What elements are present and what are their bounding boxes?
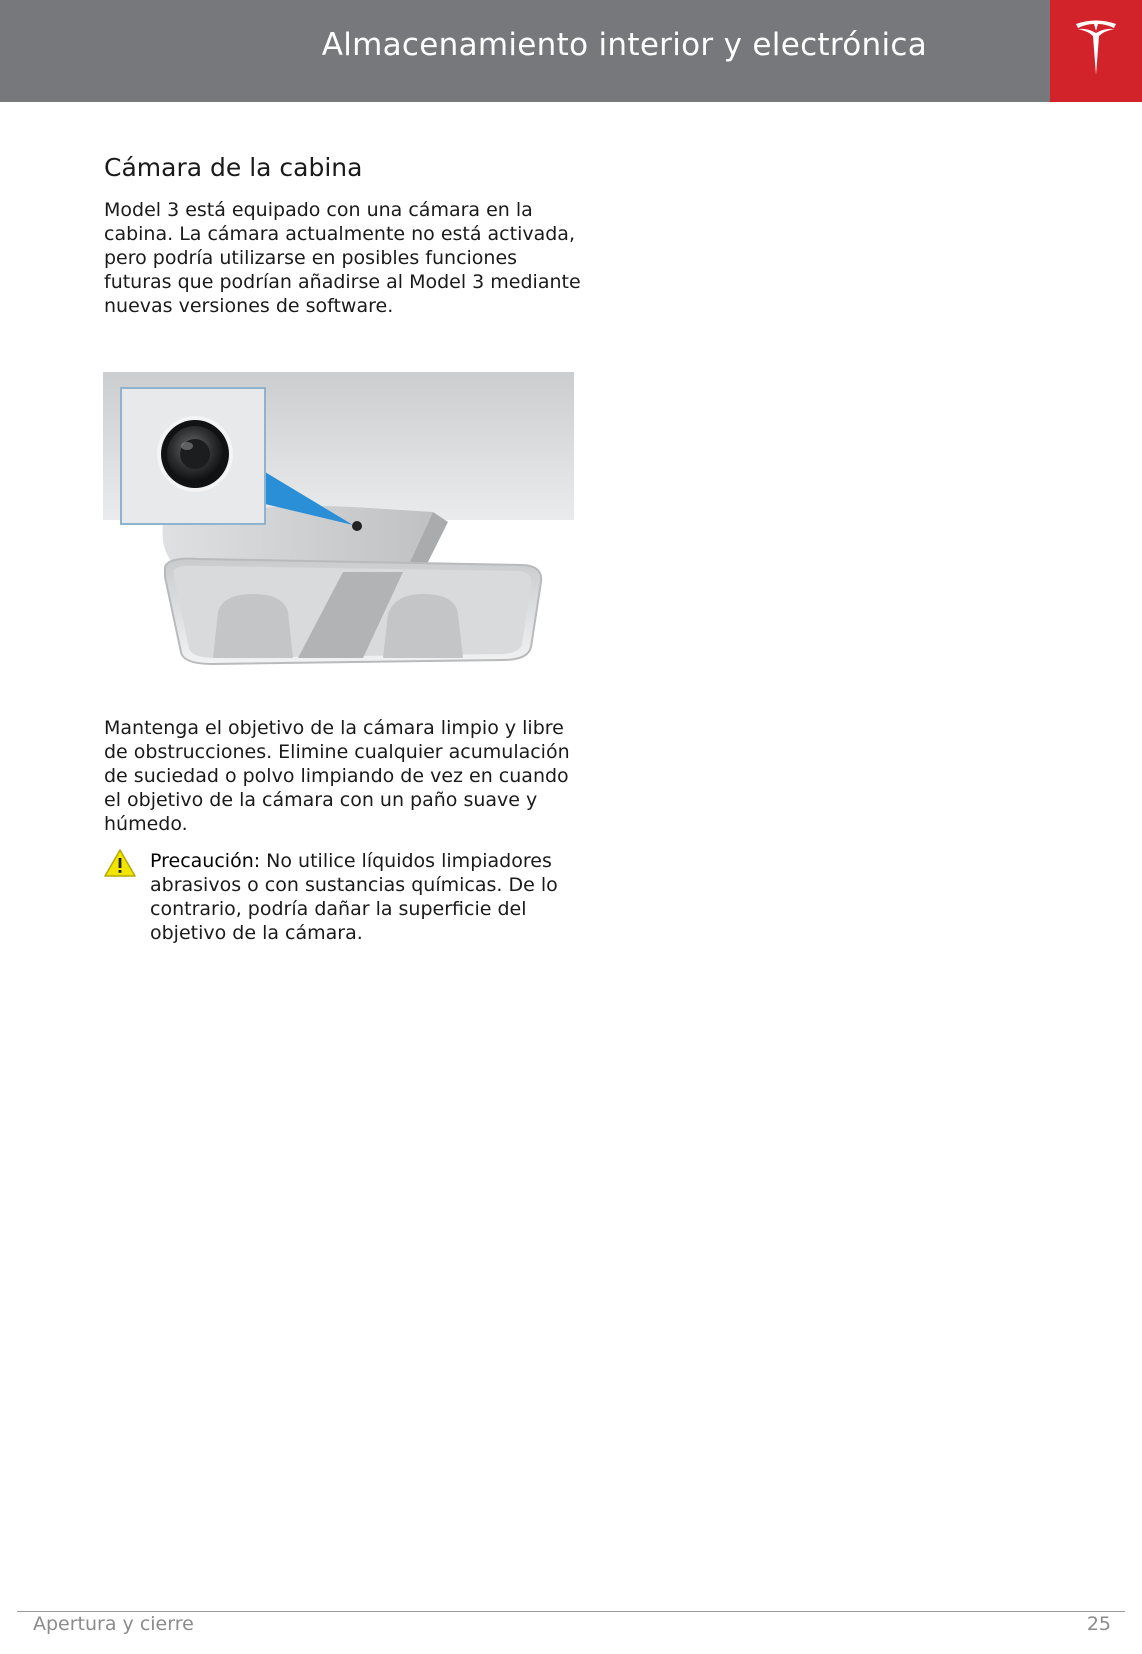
brand-logo-box <box>1050 0 1142 102</box>
maintenance-paragraph: Mantenga el objetivo de la cámara limpio y libre de obstrucciones. Elimine cualquier acumulación de suciedad o polvo limpiando de vez en cuando el objetivo de la cámara con un paño suave y húmedo. <box>104 717 570 835</box>
page-number: 25 <box>1086 1613 1111 1635</box>
camera-lens-dot <box>352 521 362 531</box>
caution-label: Precaución: <box>150 850 261 872</box>
footer-rule <box>17 1611 1125 1612</box>
footer-section-name: Apertura y cierre <box>33 1613 194 1635</box>
caution-body: No utilice líquidos limpiadores abrasivos o con sustancias químicas. De lo contrario, podría dañar la superficie del objetivo de la cámara. <box>150 850 558 944</box>
cabin-camera-illustration <box>103 372 574 680</box>
section-title: Cámara de la cabina <box>104 153 363 182</box>
warning-triangle-icon <box>104 849 136 877</box>
page-header-title: Almacenamiento interior y electrónica <box>321 27 927 63</box>
intro-paragraph: Model 3 está equipado con una cámara en la cabina. La cámara actualmente no está activada, pero podría utilizarse en posibles funciones futuras que podrían añadirse al Model 3 mediante nuevas versiones de software. <box>104 199 581 317</box>
header-band <box>0 0 1050 102</box>
caution-text <box>150 849 580 945</box>
tesla-logo-icon <box>1074 19 1118 75</box>
